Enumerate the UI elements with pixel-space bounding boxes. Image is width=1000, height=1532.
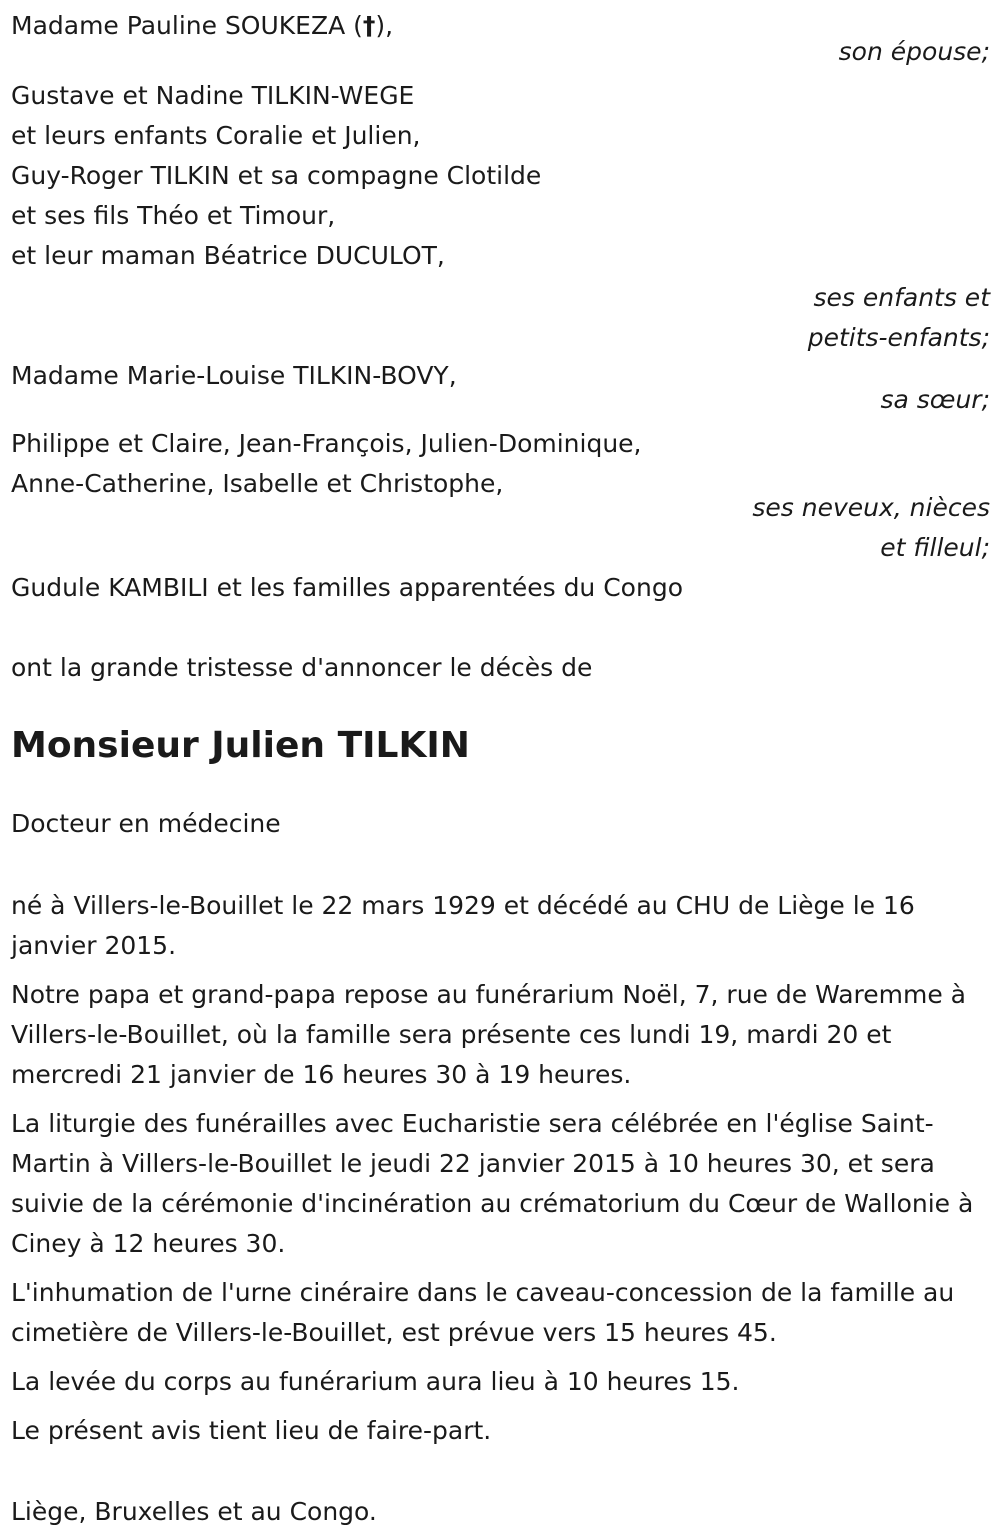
visitation-paragraph: Notre papa et grand-papa repose au funérarium Noël, 7, rue de Waremme à Villers-le-Bouillet, où la famille sera présente ces lundi 19, mardi 20 et mercredi 21 janvier de 16 heures 30 à 19 heures. xyxy=(11,980,966,1089)
children-line: et leur maman Béatrice DUCULOT, xyxy=(11,241,445,270)
children-line: et leurs enfants Coralie et Julien, xyxy=(11,121,421,150)
announcement-text: ont la grande tristesse d'annoncer le décès de xyxy=(11,653,593,682)
closing-text: Liège, Bruxelles et au Congo. xyxy=(11,1497,377,1526)
sister-relation: sa sœur; xyxy=(880,385,990,414)
spouse-line: Madame Pauline SOUKEZA (†), xyxy=(11,11,394,40)
birth-death-paragraph: né à Villers-le-Bouillet le 22 mars 1929 et décédé au CHU de Liège le 16 janvier 2015. xyxy=(11,891,915,960)
nephews-relation: et filleul; xyxy=(880,533,990,562)
children-line: et ses fils Théo et Timour, xyxy=(11,201,336,230)
children-line: Guy-Roger TILKIN et sa compagne Clotilde xyxy=(11,161,542,190)
details-block xyxy=(11,886,990,1451)
nephews-block xyxy=(11,424,990,568)
children-relation: ses enfants et xyxy=(813,283,990,312)
spouse-relation: son épouse; xyxy=(838,37,990,66)
removal-paragraph: La levée du corps au funérarium aura lieu à 10 heures 15. xyxy=(11,1367,740,1396)
children-relation: petits-enfants; xyxy=(807,323,990,352)
others-block xyxy=(11,568,990,608)
notice-paragraph: Le présent avis tient lieu de faire-part. xyxy=(11,1416,492,1445)
burial-paragraph: L'inhumation de l'urne cinéraire dans le caveau-concession de la famille au cimetière de Villers-le-Bouillet, est prévue vers 15 heures 45. xyxy=(11,1278,955,1347)
children-line: Gustave et Nadine TILKIN-WEGE xyxy=(11,81,415,110)
nephews-relation: ses neveux, nièces xyxy=(752,493,990,522)
spouse-block xyxy=(11,6,990,72)
nephews-line: Philippe et Claire, Jean-François, Julien-Dominique, xyxy=(11,429,642,458)
deceased-name: Monsieur Julien TILKIN xyxy=(11,725,470,766)
nephews-line: Anne-Catherine, Isabelle et Christophe, xyxy=(11,469,504,498)
children-block xyxy=(11,76,990,358)
sister-block xyxy=(11,356,990,420)
cross-icon: † xyxy=(362,11,376,40)
deceased-title: Docteur en médecine xyxy=(11,809,281,838)
liturgy-paragraph: La liturgie des funérailles avec Eucharistie sera célébrée en l'église Saint-Martin à Villers-le-Bouillet le jeudi 22 janvier 2015 à 10 heures 30, et sera suivie de la cérémonie d'incinération au crématorium du Cœur de Wallonie à Ciney à 12 heures 30. xyxy=(11,1109,974,1258)
sister-line: Madame Marie-Louise TILKIN-BOVY, xyxy=(11,361,457,390)
others-line: Gudule KAMBILI et les familles apparentées du Congo xyxy=(11,573,683,602)
